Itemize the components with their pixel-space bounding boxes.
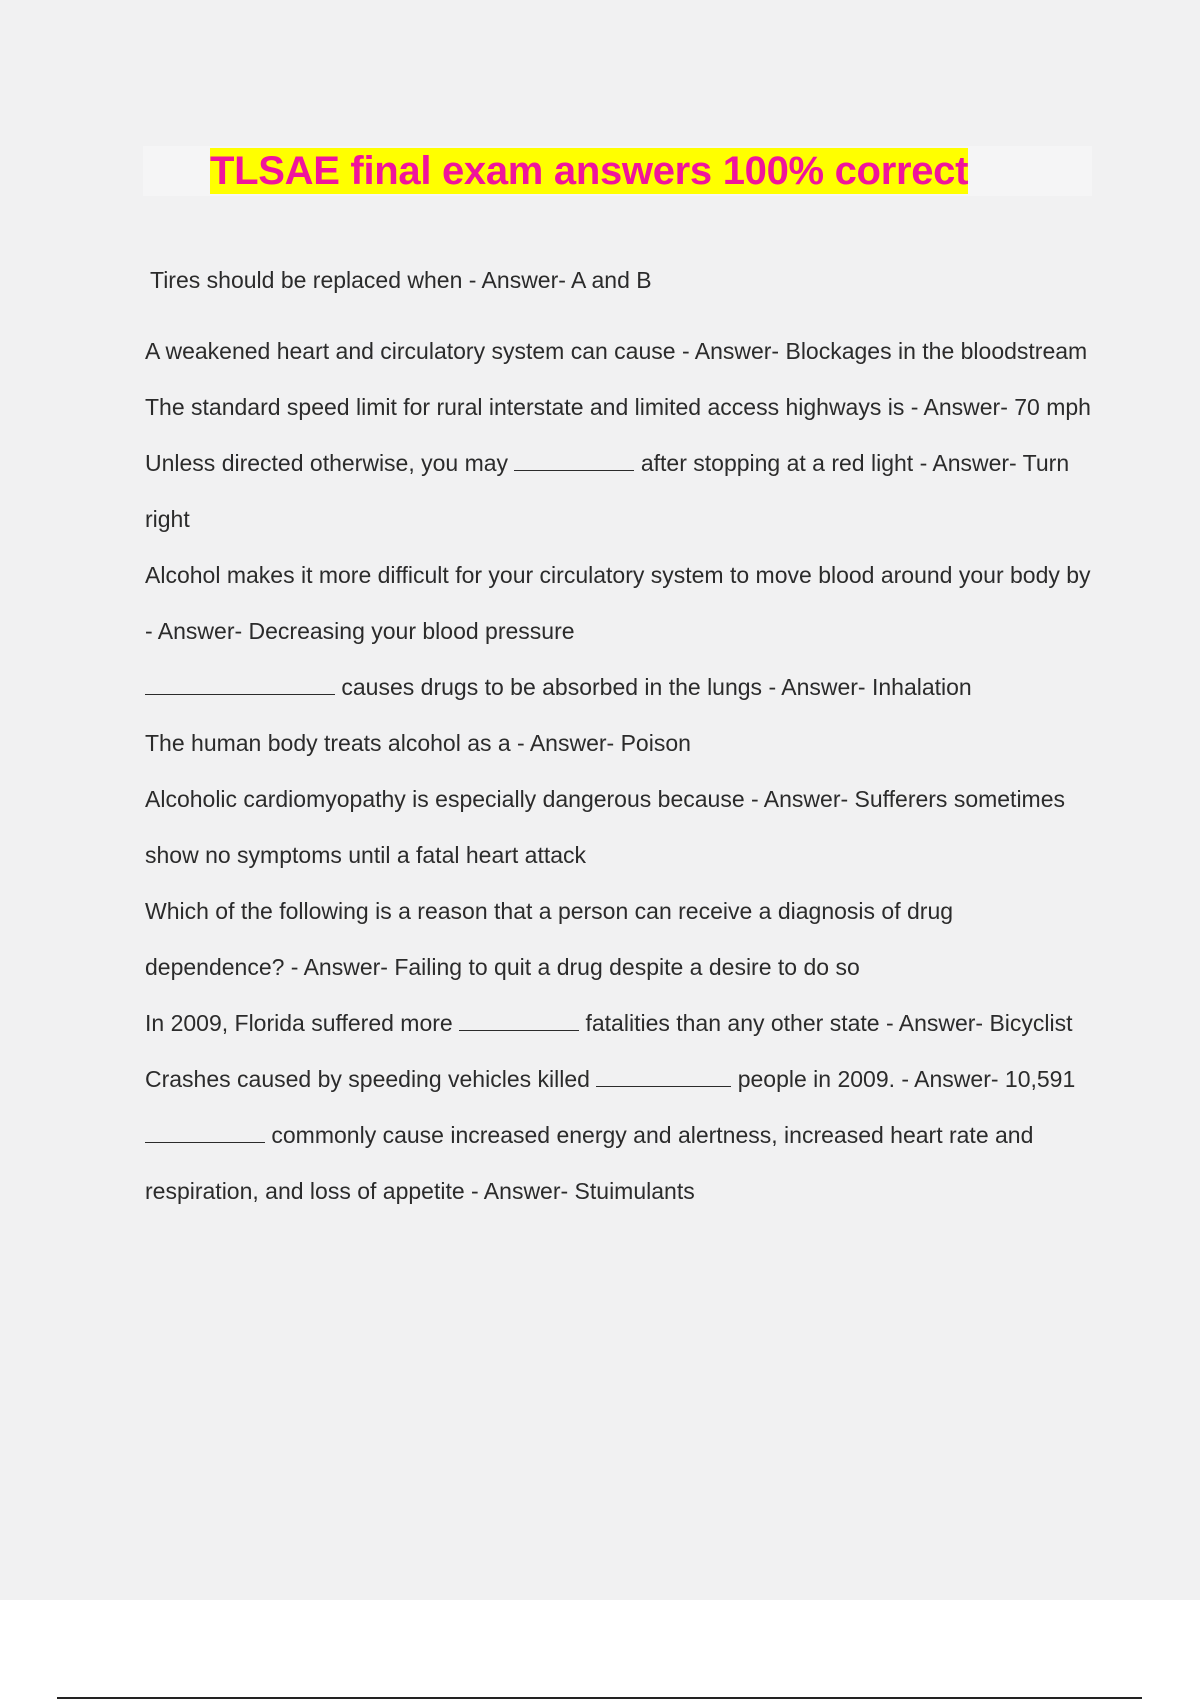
qa-list (145, 252, 1095, 1219)
qa-text-after-blank: causes drugs to be absorbed in the lungs - Answer- Inhalation (341, 674, 972, 700)
qa-item (145, 435, 1095, 547)
fill-in-blank (145, 1122, 265, 1143)
footer-divider (57, 1697, 1142, 1699)
fill-in-blank (459, 1010, 579, 1031)
qa-item (145, 995, 1095, 1051)
qa-item: Alcohol makes it more difficult for your circulatory system to move blood around your body by - Answer- Decreasing your blood pressure (145, 562, 1091, 644)
qa-item: The standard speed limit for rural interstate and limited access highways is - Answer- 70 mph (145, 394, 1091, 420)
qa-item (145, 659, 1095, 715)
qa-item: Alcoholic cardiomyopathy is especially dangerous because - Answer- Sufferers sometimes show no symptoms until a fatal heart attack (145, 786, 1066, 868)
qa-item (145, 1107, 1095, 1219)
qa-text-after-blank: people in 2009. - Answer- 10,591 (737, 1066, 1076, 1092)
qa-text-after-blank: fatalities than any other state - Answer- Bicyclist (585, 1010, 1073, 1036)
qa-item: The human body treats alcohol as a - Answer- Poison (145, 730, 691, 756)
qa-item: Which of the following is a reason that a person can receive a diagnosis of drug dependence? - Answer- Failing to quit a drug despite a desire to do so (145, 898, 954, 980)
qa-text-before-blank: Crashes caused by speeding vehicles killed (145, 1066, 590, 1092)
qa-text-after-blank: commonly cause increased energy and alertness, increased heart rate and respiration, and loss of appetite - Answer- Stuimulants (145, 1122, 1034, 1204)
qa-item: Tires should be replaced when - Answer- A and B (150, 267, 652, 293)
qa-item: A weakened heart and circulatory system can cause - Answer- Blockages in the bloodstream (145, 338, 1088, 364)
qa-text-before-blank: In 2009, Florida suffered more (145, 1010, 453, 1036)
qa-text-after-blank: after stopping at a red light - Answer- Turn right (145, 450, 1070, 532)
fill-in-blank (145, 674, 335, 695)
document-title: TLSAE final exam answers 100% correct (210, 149, 969, 193)
fill-in-blank (596, 1066, 731, 1087)
qa-item (145, 1051, 1095, 1107)
qa-text-before-blank: Unless directed otherwise, you may (145, 450, 509, 476)
fill-in-blank (514, 450, 634, 471)
